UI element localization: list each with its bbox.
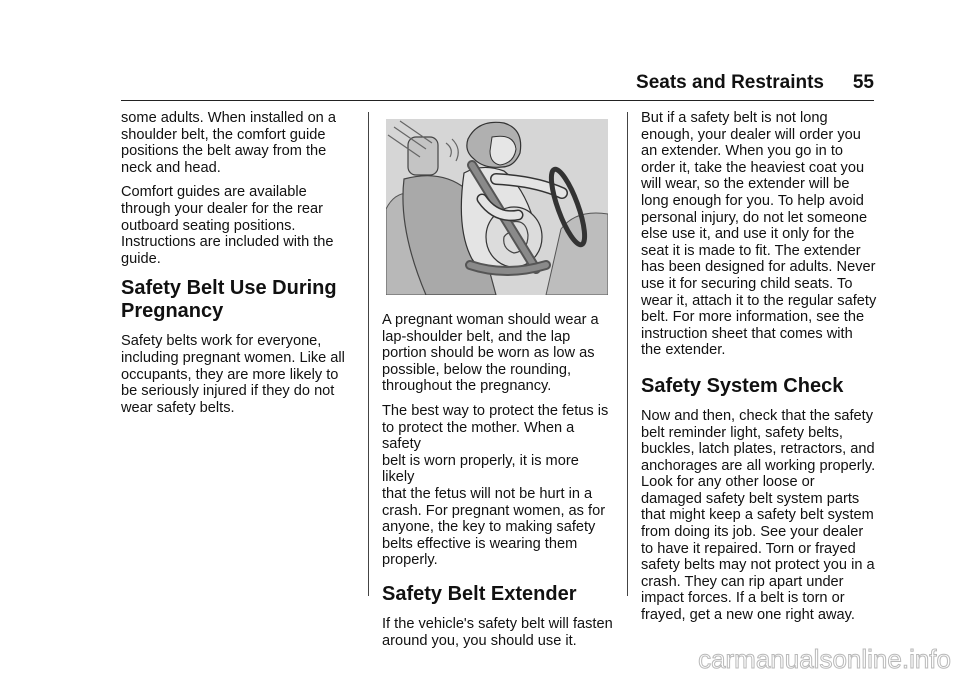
paragraph: Safety belts work for everyone, including pregnant women. Like all occupants, they are more likely to be seriously injured if they do not wear safety belts. bbox=[121, 333, 345, 416]
paragraph: Now and then, check that the safety belt reminder light, safety belts, buckles, latch plates, retractors, and anchorages are all working properly. Look for any other loose or damaged safety belt system parts that might keep a safety belt system from doing its job. See your dealer to have it repaired. Torn or frayed safety belts may not protect you in a crash. They can rip apart under impact forces. If a belt is torn or frayed, get a new one right away. bbox=[641, 407, 876, 624]
heading-system-check: Safety System Check bbox=[641, 374, 844, 397]
heading-pregnancy: Safety Belt Use During Pregnancy bbox=[121, 277, 337, 323]
pregnant-woman-seatbelt-illustration bbox=[386, 119, 608, 295]
watermark-text: carmanualsonline.info bbox=[698, 644, 951, 674]
column-1 bbox=[121, 110, 353, 424]
figure-caption: A pregnant woman should wear a lap-shoulder belt, and the lap portion should be worn as low as possible, below the rounding, throughout the pregnancy. bbox=[382, 312, 599, 395]
column-divider bbox=[368, 112, 369, 596]
watermark bbox=[615, 644, 955, 676]
column-3 bbox=[641, 110, 877, 632]
paragraph: If the vehicle's safety belt will fasten around you, you should use it. bbox=[382, 615, 613, 649]
page-header bbox=[121, 70, 874, 101]
heading-extender: Safety Belt Extender bbox=[382, 582, 577, 605]
paragraph: The best way to protect the fetus is to protect the mother. When a safety belt is worn properly, it is more likely that the fetus will not be hurt in a crash. For pregnant women, as for anyone, the key to making safety belts effective is wearing them properly. bbox=[382, 402, 609, 569]
section-title: Seats and Restraints bbox=[636, 72, 824, 93]
column-divider bbox=[627, 112, 628, 596]
column-2 bbox=[382, 312, 614, 657]
paragraph: Comfort guides are available through your dealer for the rear outboard seating positions. Instructions are included with the guide. bbox=[121, 184, 334, 267]
page-number: 55 bbox=[852, 72, 874, 93]
paragraph: But if a safety belt is not long enough, your dealer will order you an extender. When you go in to order it, take the heaviest coat you will wear, so the extender will be long enough for you. To help avoid personal injury, do not let someone else use it, and use it only for the seat it is made to fit. The extender has been designed for adults. Never use it for securing child seats. To wear it, attach it to the regular safety belt. For more information, see the instruction sheet that comes with the extender. bbox=[641, 110, 877, 359]
paragraph: some adults. When installed on a shoulder belt, the comfort guide positions the belt away from the neck and head. bbox=[121, 110, 336, 176]
illustration-svg bbox=[386, 119, 608, 295]
